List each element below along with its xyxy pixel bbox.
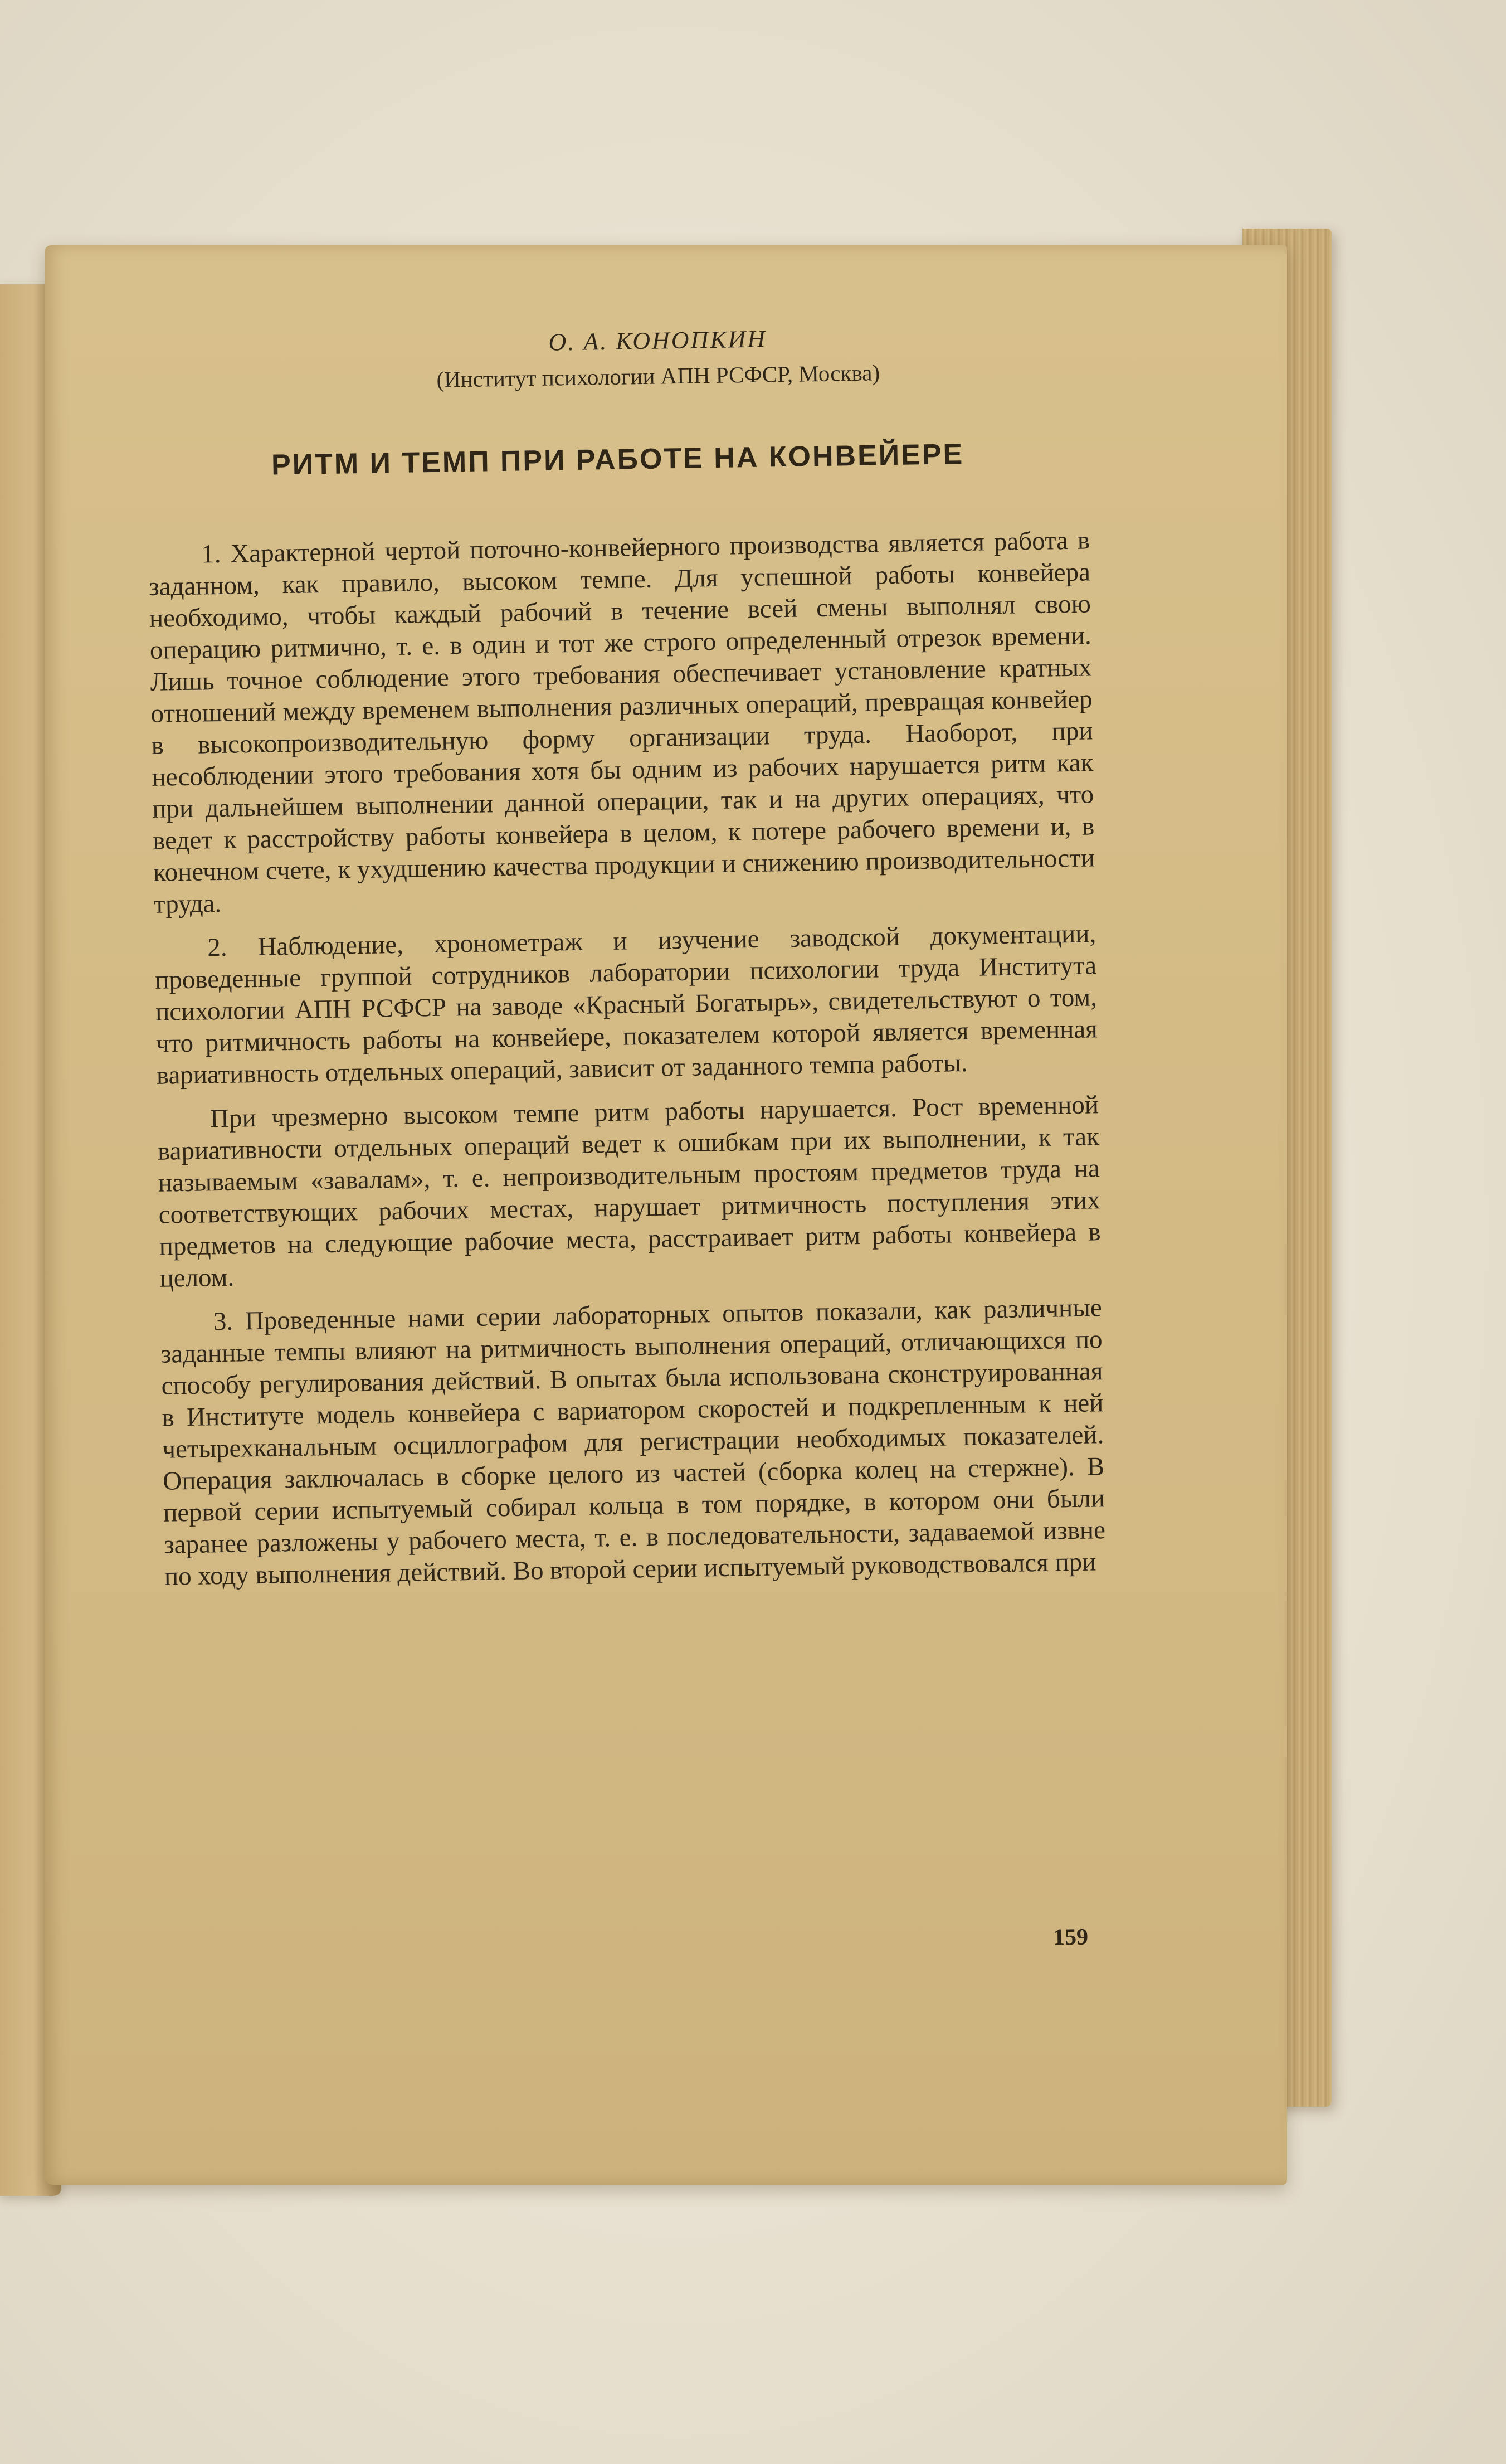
article-affiliation: (Институт психологии АПН РСФСР, Москва) xyxy=(436,359,880,392)
article-body xyxy=(145,319,1107,1605)
page-number: 159 xyxy=(1052,1924,1089,1951)
article-author: О. А. КОНОПКИН xyxy=(548,325,767,356)
paragraph-4: 3. Проведенные нами серии лабораторных опытов показали, как различные заданные темпы влияют на ритмичность выполнения операций, отличающихся по способу регулирования действий. В опытах была использована сконструированная в Институте модель конвейера с вариатором скоростей и подкрепленным к ней четырехканальным осциллографом для регистрации необходимых показателей. Операция заключалась в сборке целого из частей (сборка колец на стержне). В первой серии испытуемый собирал кольца в том порядке, в котором они были заранее разложены у рабочего места, т. е. в последовательности, задаваемой извне по ходу выполнения действий. Во второй серии испытуемый руководствовался при xyxy=(160,1293,1106,1591)
paragraph-3: При чрезмерно высоком темпе ритм работы нарушается. Рост временной вариативности отдельных операций ведет к ошибкам при их выполнении, к так называемым «завалам», т. е. непроизводительным простоям предметов труда на соответствующих рабочих местах, нарушает ритмичность поступления этих предметов на следующие рабочие места, расстраивает ритм работы конвейера в целом. xyxy=(157,1090,1101,1293)
paragraph-2: 2. Наблюдение, хронометраж и изучение заводской документации, проведенные группой сотрудников лаборатории психологии труда Института психологии АПН РСФСР на заводе «Красный Богатырь», свидетельствуют о том, что ритмичность работы на конвейере, показателем которой является временная вариативность отдельных операций, зависит от заданного темпа работы. xyxy=(154,919,1098,1090)
paragraph-1: 1. Характерной чертой поточно-конвейерного производства является работа в заданном, как правило, высоком темпе. Для успешной работы конвейера необходимо, чтобы каждый рабочий в течение всей смены выполнял свою операцию ритмично, т. е. в один и тот же строго определенный отрезок времени. Лишь точное соблюдение этого требования обеспечивает установление кратных отношений между временем выполнения различных операций, превращая конвейер в высокопроизводительную форму организации труда. Наоборот, при несоблюдении этого требования хотя бы одним из рабочих нарушается ритм как при дальнейшем выполнении данной операции, так и на других операциях, что ведет к расстройству работы конвейера в целом, к потере рабочего времени и, в конечном счете, к ухудшению качества продукции и снижению производительности труда. xyxy=(148,526,1095,919)
article-title: РИТМ И ТЕМП ПРИ РАБОТЕ НА КОНВЕЙЕРЕ xyxy=(271,438,964,482)
